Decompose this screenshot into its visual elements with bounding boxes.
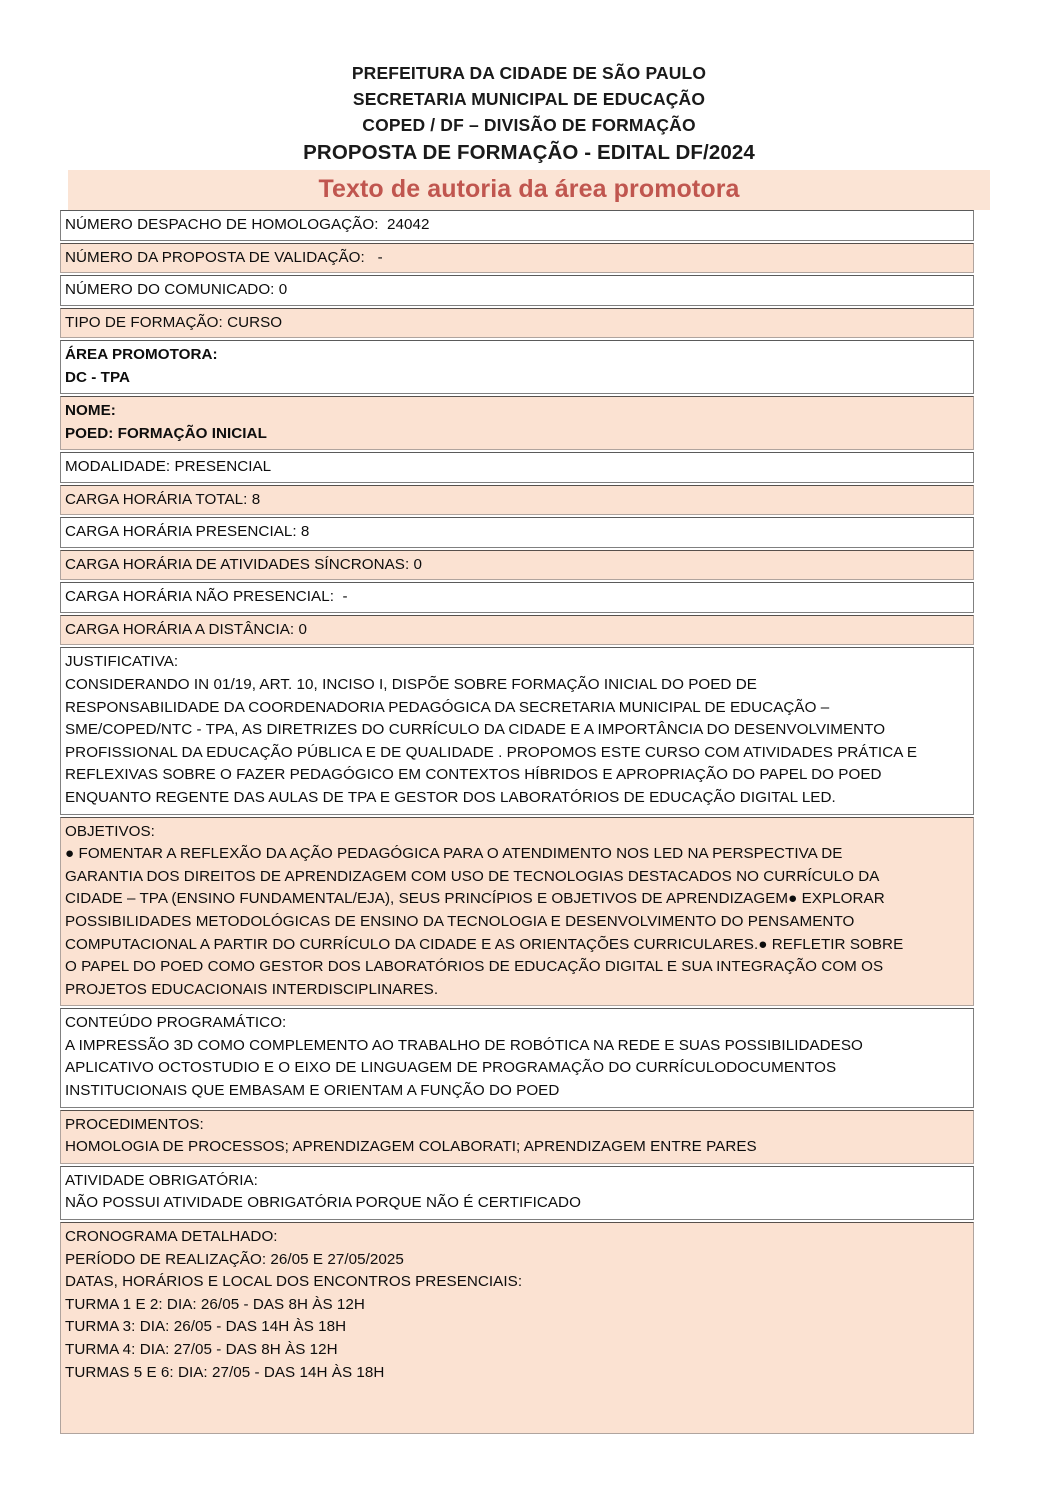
row-line: JUSTIFICATIVA:: [65, 653, 179, 671]
row-line: DC - TPA: [65, 368, 131, 386]
table-row-nome: [60, 396, 974, 450]
table-row-modalidade: [60, 452, 974, 483]
row-line: NÚMERO DA PROPOSTA DE VALIDAÇÃO: -: [65, 248, 383, 266]
row-line: DATAS, HORÁRIOS E LOCAL DOS ENCONTROS PRESENCIAIS:: [65, 1273, 523, 1291]
row-line: TURMA 3: DIA: 26/05 - DAS 14H ÀS 18H: [65, 1318, 347, 1336]
table-row-tipo-de-formacao: [60, 308, 974, 339]
row-line: SME/COPED/NTC - TPA, AS DIRETRIZES DO CURRÍCULO DA CIDADE E A IMPORTÂNCIA DO DESENVOLVIMENTO: [65, 721, 886, 739]
row-line: CARGA HORÁRIA TOTAL: 8: [65, 490, 261, 508]
table-row-carga-horaria-a-distancia: [60, 615, 974, 646]
row-line: CARGA HORÁRIA PRESENCIAL: 8: [65, 523, 310, 541]
row-line: APLICATIVO OCTOSTUDIO E O EIXO DE LINGUAGEM DE PROGRAMAÇÃO DO CURRÍCULODOCUMENTOS: [65, 1059, 837, 1077]
row-line: OBJETIVOS:: [65, 822, 155, 840]
header-line-3: COPED / DF – DIVISÃO DE FORMAÇÃO: [362, 115, 696, 135]
row-line: [65, 1384, 969, 1407]
row-line: ENQUANTO REGENTE DAS AULAS DE TPA E GESTOR DOS LABORATÓRIOS DE EDUCAÇÃO DIGITAL LED.: [65, 788, 836, 806]
row-line: CARGA HORÁRIA NÃO PRESENCIAL: -: [65, 588, 348, 606]
row-line: NÃO POSSUI ATIVIDADE OBRIGATÓRIA PORQUE NÃO É CERTIFICADO: [65, 1194, 581, 1212]
row-line: CRONOGRAMA DETALHADO:: [65, 1228, 278, 1246]
table-row-numero-comunicado: [60, 275, 974, 306]
header-line-4: PROPOSTA DE FORMAÇÃO - EDITAL DF/2024: [303, 141, 755, 164]
table-row-area-promotora: [60, 340, 974, 394]
row-line: TURMA 4: DIA: 27/05 - DAS 8H ÀS 12H: [65, 1341, 338, 1358]
row-line: TURMAS 5 E 6: DIA: 27/05 - DAS 14H ÀS 18H: [65, 1363, 385, 1381]
row-line: ATIVIDADE OBRIGATÓRIA:: [65, 1171, 258, 1189]
row-line: PROFISSIONAL DA EDUCAÇÃO PÚBLICA E DE QUALIDADE . PROPOMOS ESTE CURSO COM ATIVIDADES PRÁTICA E: [65, 743, 918, 761]
row-line: NÚMERO DO COMUNICADO: 0: [65, 281, 288, 298]
row-line: O PAPEL DO POED COMO GESTOR DOS LABORATÓRIOS DE EDUCAÇÃO DIGITAL E SUA INTEGRAÇÃO COM OS: [65, 958, 884, 976]
row-line: CARGA HORÁRIA A DISTÂNCIA: 0: [65, 620, 307, 638]
table-row-carga-horaria-atividades-sincronas: [60, 550, 974, 581]
row-line: PERÍODO DE REALIZAÇÃO: 26/05 E 27/05/2025: [65, 1250, 404, 1268]
row-line: RESPONSABILIDADE DA COORDENADORIA PEDAGÓGICA DA SECRETARIA MUNICIPAL DE EDUCAÇÃO –: [65, 698, 830, 716]
table-row-numero-despacho-homologacao: [60, 210, 974, 241]
author-area-banner-text: Texto de autoria da área promotora: [318, 175, 740, 203]
row-line: POED: FORMAÇÃO INICIAL: [65, 424, 267, 442]
row-line: [65, 1407, 969, 1430]
header-line-1: PREFEITURA DA CIDADE DE SÃO PAULO: [351, 63, 707, 83]
table-row-carga-horaria-total: [60, 485, 974, 516]
table-row-numero-proposta-validacao: [60, 243, 974, 274]
row-line: GARANTIA DOS DIREITOS DE APRENDIZAGEM COM USO DE TECNOLOGIAS DESTACADOS NO CURRÍCULO DA: [65, 867, 880, 885]
row-line: CONTEÚDO PROGRAMÁTICO:: [65, 1014, 287, 1032]
row-line: NOME:: [65, 402, 116, 420]
row-line: CONSIDERANDO IN 01/19, ART. 10, INCISO I, DISPÕE SOBRE FORMAÇÃO INICIAL DO POED DE: [65, 675, 757, 693]
row-line: ÁREA PROMOTORA:: [65, 346, 218, 363]
row-line: POSSIBILIDADES METODOLÓGICAS DE ENSINO DA TECNOLOGIA E DESENVOLVIMENTO DO PENSAMENTO: [65, 912, 855, 930]
row-line: TURMA 1 E 2: DIA: 26/05 - DAS 8H ÀS 12H: [65, 1295, 365, 1313]
table-row-cronograma-detalhado: [60, 1222, 974, 1434]
table-row-objetivos: [60, 817, 974, 1007]
proposal-table: [60, 210, 974, 1434]
row-line: A IMPRESSÃO 3D COMO COMPLEMENTO AO TRABALHO DE ROBÓTICA NA REDE E SUAS POSSIBILIDADESO: [65, 1036, 863, 1054]
row-line: NÚMERO DESPACHO DE HOMOLOGAÇÃO: 24042: [65, 216, 430, 233]
row-line: CIDADE – TPA (ENSINO FUNDAMENTAL/EJA), SEUS PRINCÍPIOS E OBJETIVOS DE APRENDIZAGEM● EXPLORAR: [65, 890, 885, 908]
author-area-banner: [68, 170, 990, 210]
row-line: HOMOLOGIA DE PROCESSOS; APRENDIZAGEM COLABORATI; APRENDIZAGEM ENTRE PARES: [65, 1138, 757, 1156]
row-line: INSTITUCIONAIS QUE EMBASAM E ORIENTAM A FUNÇÃO DO POED: [65, 1082, 560, 1100]
table-row-atividade-obrigatoria: [60, 1166, 974, 1220]
table-row-justificativa: [60, 647, 974, 814]
row-line: TIPO DE FORMAÇÃO: CURSO: [65, 313, 283, 331]
row-line: ● FOMENTAR A REFLEXÃO DA AÇÃO PEDAGÓGICA PARA O ATENDIMENTO NOS LED NA PERSPECTIVA DE: [65, 845, 843, 863]
row-line: CARGA HORÁRIA DE ATIVIDADES SÍNCRONAS: 0: [65, 555, 423, 573]
table-row-conteudo-programatico: [60, 1008, 974, 1107]
header-line-2: SECRETARIA MUNICIPAL DE EDUCAÇÃO: [352, 89, 706, 109]
table-row-carga-horaria-presencial: [60, 517, 974, 548]
row-line: PROCEDIMENTOS:: [65, 1115, 204, 1133]
row-line: COMPUTACIONAL A PARTIR DO CURRÍCULO DA CIDADE E AS ORIENTAÇÕES CURRICULARES.● REFLETIR SOBRE: [65, 935, 904, 953]
table-row-carga-horaria-nao-presencial: [60, 582, 974, 613]
row-line: MODALIDADE: PRESENCIAL: [65, 458, 272, 476]
row-line: REFLEXIVAS SOBRE O FAZER PEDAGÓGICO EM CONTEXTOS HÍBRIDOS E APROPRIAÇÃO DO PAPEL DO POED: [65, 766, 882, 784]
document-header: [0, 0, 1058, 168]
row-line: PROJETOS EDUCACIONAIS INTERDISCIPLINARES.: [65, 980, 439, 998]
table-row-procedimentos: [60, 1110, 974, 1164]
